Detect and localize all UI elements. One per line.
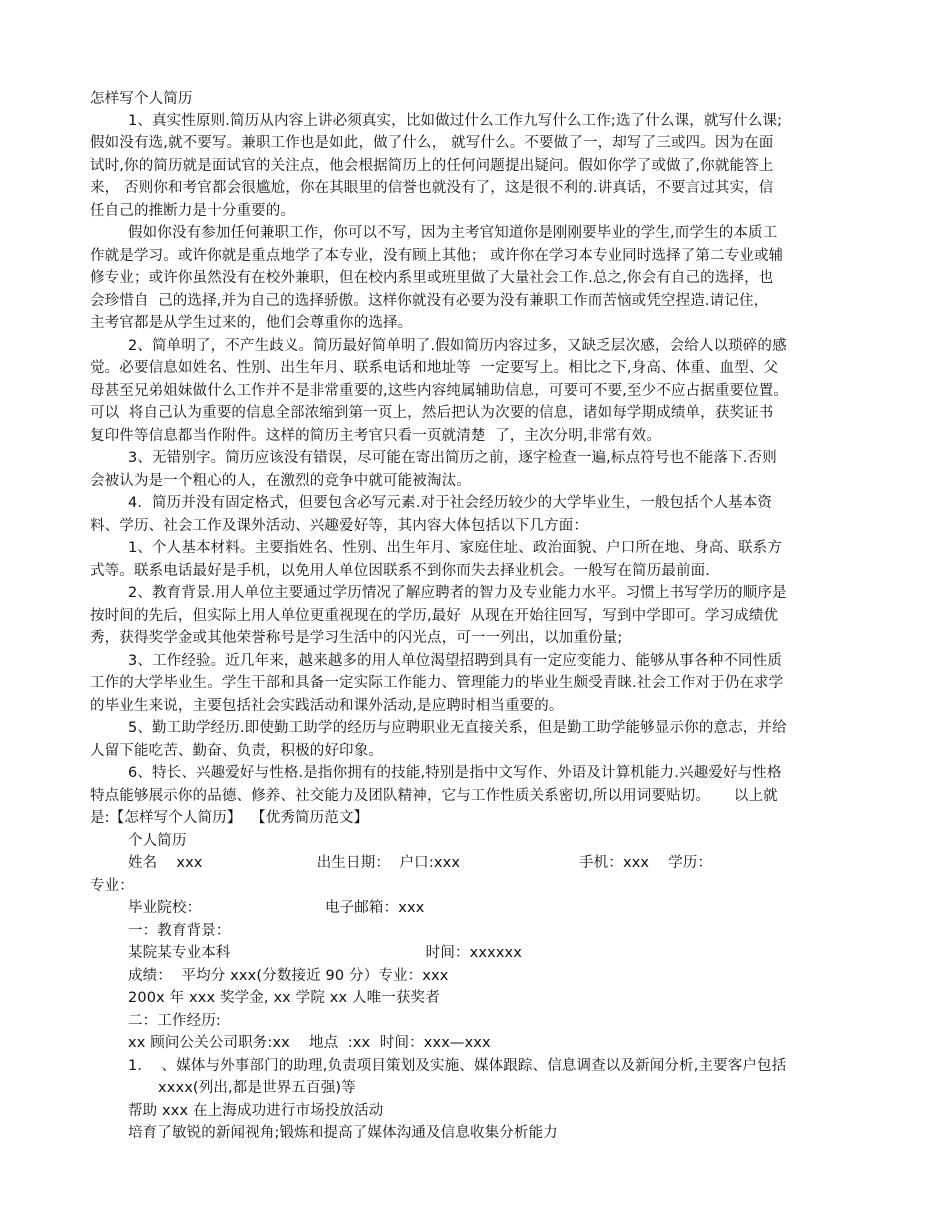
paragraph-line: 工作的大学毕业生。学生干部和具备一定实际工作能力、管理能力的毕业生颇受青睐.社会工作对于仍在求学 (90, 675, 784, 691)
resume-field-line: 帮助 xxx 在上海成功进行市场投放活动 (128, 1103, 384, 1119)
paragraph-line: 假如没有选,就不要写。兼职工作也是如此，做了什么， 就写什么。不要做了一，却写了三或四。因为在面 (90, 135, 774, 151)
resume-title: 个人简历 (128, 833, 187, 849)
resume-list-item: 1． 、媒体与外事部门的助理,负责项目策划及实施、媒体跟踪、信息调查以及新闻分析,主要客户包括 (128, 1058, 787, 1074)
paragraph-line: 来， 否则你和考官都会很尴尬，你在其眼里的信誉也就没有了，这是很不利的.讲真话，不要言过其实，信 (90, 180, 774, 196)
resume-field-line: 200x 年 xxx 奖学金, xx 学院 xx 人唯一获奖者 (128, 990, 440, 1006)
paragraph-line: 2、教育背景.用人单位主要通过学历情况了解应聘者的智力及专业能力水平。习惯上书写学历的顺序是 (128, 585, 787, 601)
paragraph-line: 作就是学习。或许你就是重点地学了本专业，没有顾上其他； 或许你在学习本专业同时选择了第二专业或辅 (90, 248, 784, 264)
paragraph-line: 假如你没有参加任何兼职工作，你可以不写，因为主考官知道你是刚刚要毕业的学生,而学生的本质工 (128, 225, 778, 241)
resume-field-line: 毕业院校： 电子邮箱：xxx (128, 900, 425, 916)
paragraph-line: 主考官都是从学生过来的，他们会尊重你的选择。 (90, 315, 413, 331)
resume-field-line: 成绩： 平均分 xxx(分数接近 90 分）专业：xxx (128, 968, 449, 984)
paragraph-line: 特点能够展示你的品德、修养、社交能力及团队精神，它与工作性质关系密切,所以用词要贴切。 以上就 (90, 788, 778, 804)
paragraph-line: 秀，获得奖学金或其他荣誉称号是学习生活中的闪光点，可一一列出，以加重份量; (90, 630, 623, 646)
resume-field-line: xx 顾问公关公司职务:xx 地点 :xx 时间：xxx—xxx (128, 1035, 491, 1051)
paragraph-line: 5、勤工助学经历.即使勤工助学的经历与应聘职业无直接关系，但是勤工助学能够显示你的意志，并给 (128, 720, 787, 736)
resume-section-heading: 一：教育背景： (128, 923, 231, 939)
paragraph-line: 3、无错别字。简历应该没有错误，尽可能在寄出简历之前，逐字检查一遍,标点符号也不能落下.否则 (128, 450, 777, 466)
paragraph-line: 会珍惜自 己的选择,并为自己的选择骄傲。这样你就没有必要为没有兼职工作而苦恼或凭空捏造.请记住， (90, 293, 769, 309)
resume-section-heading: 二：工作经历: (128, 1013, 221, 1029)
paragraph-line: 1、真实性原则.简历从内容上讲必须真实，比如做过什么工作九写什么工作;选了什么课，就写什么课; (128, 113, 783, 129)
resume-field-line: 某院某专业本科 时间：xxxxxx (128, 945, 523, 961)
resume-field-line: 专业： (90, 878, 134, 894)
paragraph-line: 修专业；或许你虽然没有在校外兼职，但在校内系里或班里做了大量社会工作.总之,你会有自己的选择，也 (90, 270, 774, 286)
paragraph-line: 任自己的推断力是十分重要的。 (90, 203, 296, 219)
paragraph-line: 式等。联系电话最好是手机，以免用人单位因联系不到你而失去择业机会。一般写在简历最前面. (90, 563, 711, 579)
paragraph-line: 复印件等信息都当作附件。这样的简历主考官只看一页就清楚 了，主次分明,非常有效。 (90, 428, 661, 444)
paragraph-line: 的毕业生来说，主要包括社会实践活动和课外活动,是应聘时相当重要的。 (90, 698, 564, 714)
resume-field-line: 姓名 xxx 出生日期： 户口:xxx 手机：xxx 学历： (128, 855, 713, 871)
document-title: 怎样写个人简历 (90, 91, 193, 107)
paragraph-line: 觉。必要信息如姓名、性别、出生年月、联系电话和地址等 一定要写上。相比之下,身高、体重、血型、父 (90, 360, 779, 376)
paragraph-line: 人留下能吃苦、勤奋、负责，积极的好印象。 (90, 743, 383, 759)
paragraph-line: 试时,你的简历就是面试官的关注点，他会根据简历上的任何问题提出疑问。假如你学了或做了,你就能答上 (90, 158, 774, 174)
paragraph-line: 按时间的先后，但实际上用人单位更重视现在的学历,最好 从现在开始往回写，写到中学即可。学习成绩优 (90, 608, 779, 624)
paragraph-line: 4．简历并没有固定格式，但要包含必写元素.对于社会经历较少的大学毕业生，一般包括个人基本资 (128, 495, 773, 511)
paragraph-line: 是:【怎样写个人简历】 【优秀简历范文】 (90, 810, 369, 826)
resume-field-line: 培育了敏锐的新闻视角;锻炼和提高了媒体沟通及信息收集分析能力 (128, 1125, 558, 1141)
paragraph-line: 3、工作经验。近几年来，越来越多的用人单位渴望招聘到具有一定应变能力、能够从事各种不同性质 (128, 653, 782, 669)
paragraph-line: 料、学历、社会工作及课外活动、兴趣爱好等，其内容大体包括以下几方面： (90, 518, 589, 534)
paragraph-line: 2、简单明了，不产生歧义。简历最好简单明了.假如简历内容过多，又缺乏层次感，会给人以琐碎的感 (128, 338, 787, 354)
resume-list-item-continuation: xxxx(列出,都是世界五百强)等 (158, 1080, 356, 1096)
paragraph-line: 可以 将自己认为重要的信息全部浓缩到第一页上，然后把认为次要的信息，诸如每学期成绩单，获奖证书 (90, 405, 774, 421)
paragraph-line: 6、特长、兴趣爱好与性格.是指你拥有的技能,特别是指中文写作、外语及计算机能力.兴趣爱好与性格 (128, 765, 782, 781)
paragraph-line: 母甚至兄弟姐妹做什么工作并不是非常重要的,这些内容纯属辅助信息，可要可不要,至少不应占据重要位置。 (90, 383, 789, 399)
paragraph-line: 1、个人基本材料。主要指姓名、性别、出生年月、家庭住址、政治面貌、户口所在地、身高、联系方 (128, 540, 782, 556)
paragraph-line: 会被认为是一个粗心的人，在激烈的竞争中就可能被淘汰。 (90, 473, 471, 489)
